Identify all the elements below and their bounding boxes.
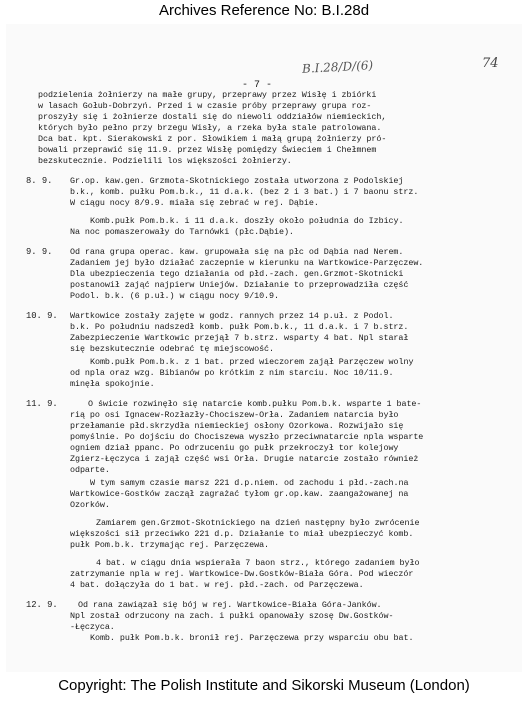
text-line: Komb.pułk Pom.b.k. i 11 d.a.k. doszły około południa do Izbicy. bbox=[90, 216, 404, 226]
text-line: większości sił przeciwko 221 d.p. Działanie to miał ubezpieczyć komb. bbox=[70, 529, 414, 539]
text-line: 4 bat. dołączyła do 1 bat. w rej. płd.-zach. od Parzęczewa. bbox=[70, 580, 364, 590]
text-line: Wartkowice-Gostków zaczął zagrażać tyłom gr.op.kaw. zaangażowanej na bbox=[70, 489, 409, 499]
text-line: Zamiarem gen.Grzmot-Skotnickiego na dzień następny było zwrócenie bbox=[96, 518, 420, 528]
text-line: Od rana grupa operac. kaw. grupowała się na płc od Dąbia nad Nerem. bbox=[70, 247, 404, 257]
text-line: Zadaniem jej było działać zaczepnie w kierunku na Wartkowice-Parzęczew. bbox=[70, 258, 424, 268]
text-line: od npla oraz wzg. Bibianów po krótkim z nim starciu. Noc 10/11.9. bbox=[70, 368, 394, 378]
page-number: - 7 - bbox=[242, 80, 273, 91]
text-line: pomyślnie. Po dojściu do Chociszewa wyszło przeciwnatarcie npla wsparte bbox=[70, 432, 424, 442]
text-line: pułk Pom.b.k. trzymając rej. Parzęczewa. bbox=[70, 540, 270, 550]
handwritten-page-number: 74 bbox=[482, 56, 499, 71]
copyright-footer: Copyright: The Polish Institute and Sikorski Museum (London) bbox=[58, 677, 470, 694]
text-line: przełamanie płd.skrzydła niemieckiej osłony Ozorkowa. Rozwijało się bbox=[70, 421, 404, 431]
text-line: Na noc pomaszerowały do Tarnówki (płc.Dąbie). bbox=[70, 227, 294, 237]
text-line: Podol. b.k. (6 p.uł.) w ciągu nocy 9/10.9. bbox=[70, 291, 279, 301]
text-line: W ciągu nocy 8/9.9. miała się zebrać w rej. Dąbie. bbox=[70, 198, 319, 208]
text-line: Od rana zawiązał się bój w rej. Wartkowice-Biała Góra-Janków. bbox=[78, 600, 382, 610]
text-line: -Łęczyca. bbox=[70, 622, 115, 632]
text-line: Komb. pułk Pom.b.k. bronił rej. Parzęczewa przy wsparciu obu bat. bbox=[90, 633, 414, 643]
entry-date: 12. 9. bbox=[26, 600, 58, 610]
text-line: W tym samym czasie marsz 221 d.p.niem. od zachodu i płd.-zach.na bbox=[90, 478, 409, 488]
text-line: odparte. bbox=[70, 465, 110, 475]
handwritten-reference: B.I.28/D/(6) bbox=[301, 58, 374, 76]
text-line: b.k., komb. pułku Pom.b.k., 11 d.a.k. (bez 2 i 3 bat.) i 7 baonu strz. bbox=[70, 187, 419, 197]
text-line: O świcie rozwinęło się natarcie komb.pułku Pom.b.k. wsparte 1 bate- bbox=[88, 399, 422, 409]
text-line: podzielenia żołnierzy na małe grupy, przeprawy przez Wisłę i zbiórki bbox=[38, 90, 377, 100]
text-line: bezskutecznie. Podzielili los większości żołnierzy. bbox=[38, 156, 292, 166]
text-line: których było pełno przy brzegu Wisły, a rzeka była stale patrolowana. bbox=[38, 123, 382, 133]
entry-date: 9. 9. bbox=[26, 247, 53, 257]
text-line: ogniem dział ppanc. Po odrzuceniu go pułk przekroczył tor kolejowy bbox=[70, 443, 399, 453]
text-line: Zabezpieczenie Wartkowic przejął 7 b.strz. wsparty 4 bat. Npl starał bbox=[70, 333, 409, 343]
text-line: Dca bat. kpt. Sierakowski z por. Słowikiem i małą grupą żołnierzy pró- bbox=[38, 134, 387, 144]
archives-reference-header: Archives Reference No: B.I.28d bbox=[158, 2, 370, 19]
text-line: w lasach Gołub-Dobrzyń. Przed i w czasie próby przeprawy grupa roz- bbox=[38, 101, 372, 111]
text-line: Zgierz-Łęczyca i zajął część wsi Orła. Drugie natarcie zostało również bbox=[70, 454, 419, 464]
text-line: bowali przeprawić się 11.9. przez Wisłę pomiędzy Świeciem i Chełmnem bbox=[38, 145, 377, 155]
text-line: Wartkowice zostały zajęte w godz. rannych przez 14 p.uł. z Podol. bbox=[70, 311, 394, 321]
document-page bbox=[6, 24, 522, 672]
text-line: Komb.pułk Pom.b.k. z 1 bat. przed wieczorem zajął Parzęczew wolny bbox=[90, 357, 414, 367]
text-line: 4 bat. w ciągu dnia wspierała 7 baon strz., którego zadaniem było bbox=[96, 558, 420, 568]
entry-date: 11. 9. bbox=[26, 399, 58, 409]
text-line: Npl został odrzucony na zach. i pułki opanowały szosę Dw.Gostków- bbox=[70, 611, 394, 621]
text-line: rią po osi Ignacew-Rozłazły-Chociszew-Orła. Zadaniem natarcia było bbox=[70, 410, 399, 420]
text-line: proszyły się i żołnierze dostali się do niewoli oddziałów niemieckich, bbox=[38, 112, 387, 122]
entry-date: 8. 9. bbox=[26, 176, 53, 186]
text-line: b.k. Po południu nadszedł komb. pułk Pom.b.k., 11 d.a.k. i 7 b.strz. bbox=[70, 322, 409, 332]
text-line: Dla ubezpieczenia tego działania od płd.-zach. gen.Grzmot-Skotnicki bbox=[70, 269, 404, 279]
entry-date: 10. 9. bbox=[26, 311, 58, 321]
text-line: Ozorków. bbox=[70, 500, 110, 510]
text-line: Gr.op. kaw.gen. Grzmota-Skotnickiego została utworzona z Podolskiej bbox=[70, 176, 404, 186]
text-line: minęła spokojnie. bbox=[70, 379, 155, 389]
text-line: zatrzymanie npla w rej. Wartkowice-Dw.Gostków-Biała Góra. Pod wieczór bbox=[70, 569, 414, 579]
text-line: się bezskutecznie odebrać tę miejscowość. bbox=[70, 344, 275, 354]
text-line: postanowił zająć najpierw Uniejów. Działanie to przeprowadziła część bbox=[70, 280, 409, 290]
